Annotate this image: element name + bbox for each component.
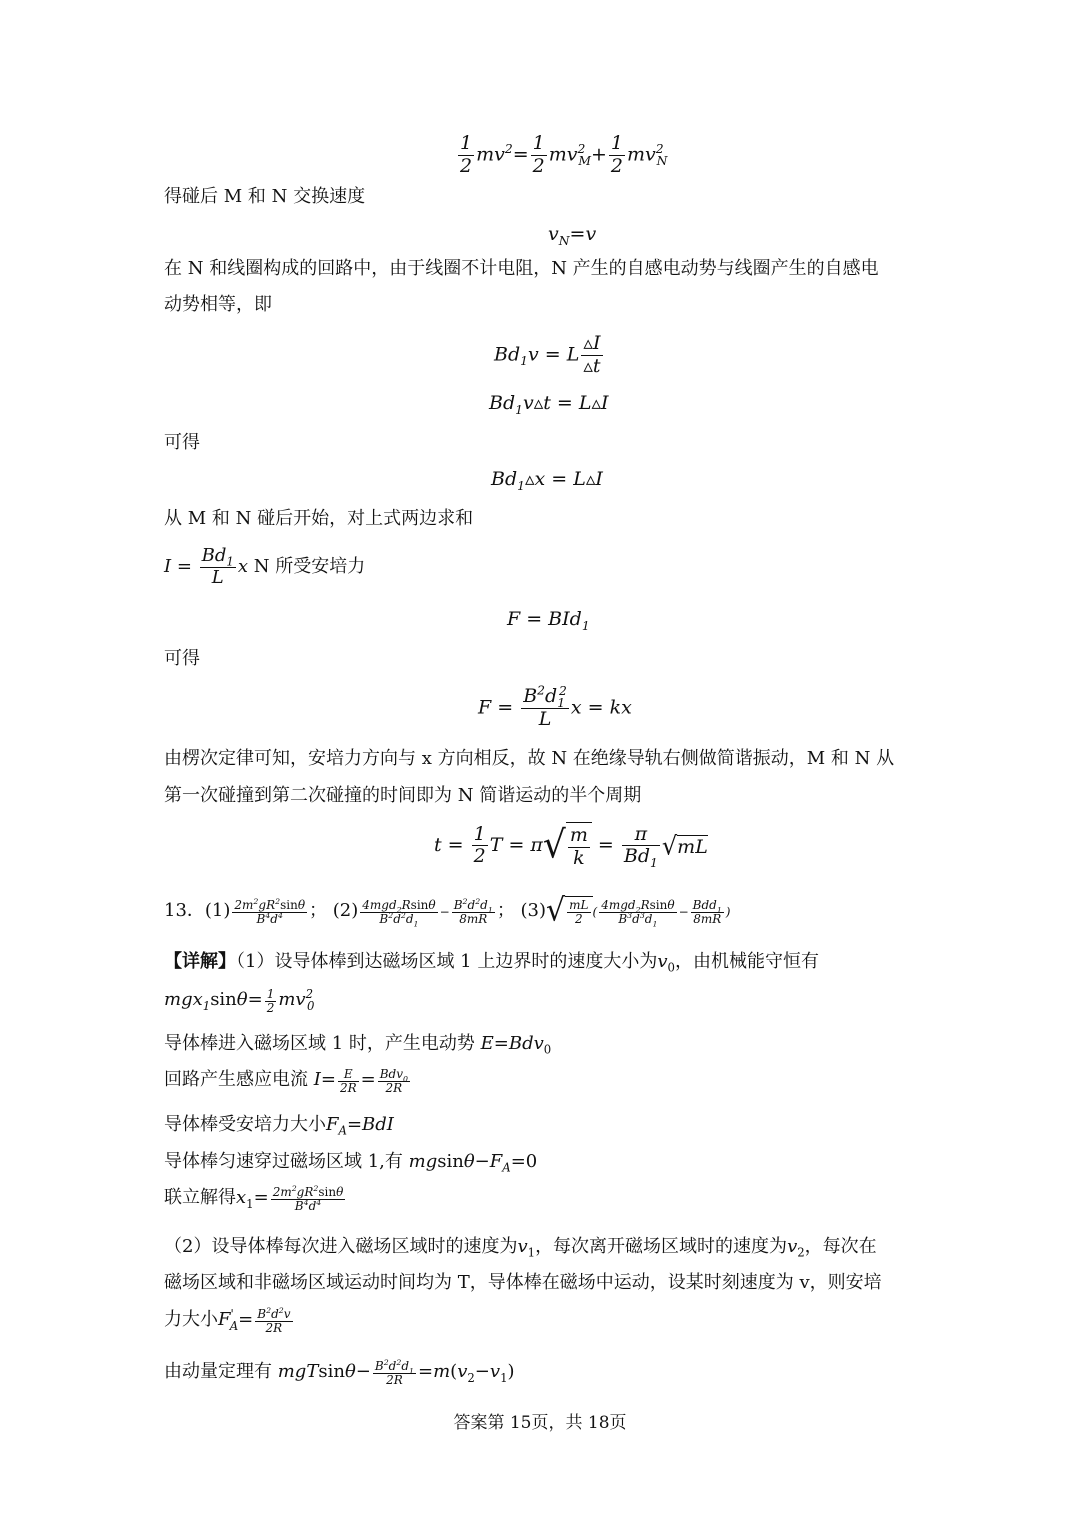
para-ampere: N 所受安培力 [253, 556, 366, 578]
para-force: 导体棒受安培力大小$F_A=BdI$ [164, 1114, 394, 1138]
para-emf-text: 导体棒进入磁场区域 1 时，产生电动势 [164, 1033, 481, 1054]
part2-c: ，每次在 [804, 1236, 877, 1257]
part2-b: ，每次离开磁场区域时的速度为 [535, 1236, 788, 1257]
eq-half-period: t = $\frac{1}{2}$ T = π√ $\frac{m}{k}$ = $\frac{\pi}{Bd_1}$ √mL [434, 822, 708, 871]
q13-label: 13． [164, 900, 205, 922]
para-uniform-text: 导体棒匀速穿过磁场区域 1,有 [164, 1151, 409, 1172]
para-part2: （2）设导体棒每次进入磁场区域时的速度为$v_1$，每次离开磁场区域时的速度为$v_2$，每次在 [164, 1236, 877, 1260]
para-force-text: 导体棒受安培力大小 [164, 1114, 326, 1135]
para-solve: 联立解得$x_1=$ $\frac{2m^2gR^2\sin\theta}{B^4d^4}$ [164, 1184, 344, 1214]
part2-a: （2）设导体棒每次进入磁场区域时的速度为 [164, 1236, 518, 1257]
para-circuit: 在 N 和线圈构成的回路中，由于线圈不计电阻，N 产生的自感电动势与线圈产生的自感电 [164, 258, 879, 279]
para-thus-1: 可得 [164, 432, 200, 453]
para-swap-velocity: 得碰后 M 和 N 交换速度 [164, 186, 366, 207]
para-momentum: 由动量定理有 mgTsinθ− $\frac{B^2d^2d_1}{2R}$ $=m(v_2-v_1)$ [164, 1358, 515, 1388]
eq-bdx-equals-li: $Bd_1▵x$ = L▵I [491, 468, 603, 493]
eq-force-bid: F = BId$_1$ [507, 608, 590, 633]
detail-tag: 【详解】 [164, 951, 236, 972]
para-current-text: 回路产生感应电流 [164, 1069, 314, 1091]
eq-self-induction-2: $Bd_1v▵t$ = L▵I [489, 392, 609, 417]
momentum-text: 由动量定理有 [164, 1361, 278, 1383]
detail-1b: ，由机械能守恒有 [674, 951, 819, 972]
detail-1: （1）设导体棒到达磁场区域 1 上边界时的速度大小为 [236, 951, 658, 972]
para-thus-2: 可得 [164, 648, 200, 669]
para-current: 回路产生感应电流 I= $\frac{E}{2R}$ = $\frac{Bdv_0}{2R}$ [164, 1067, 408, 1096]
eq-mgx1: mgx$_1$sinθ= $\frac{1}{2}$ $mv^2_0$ [164, 987, 315, 1016]
eq-vn-equals-v: $v_N=v$ [548, 223, 597, 248]
detail-part1: 【详解】（1）设导体棒到达磁场区域 1 上边界时的速度大小为$v_0$，由机械能守恒有 [164, 951, 819, 975]
para-sum: 从 M 和 N 碰后开始，对上式两边求和 [164, 508, 474, 529]
para-circuit-2: 动势相等，即 [164, 294, 272, 315]
para-part2-line2: 磁场区域和非磁场区域运动时间均为 T，导体棒在磁场中运动，设某时刻速度为 v，则安培 [164, 1272, 882, 1293]
para-uniform: 导体棒匀速穿过磁场区域 1,有 $mgsin\theta-F_A=0$ [164, 1151, 538, 1175]
eq-current-and-ampere: I = $\frac{Bd_1}{L}$ x N 所受安培力 [164, 545, 366, 588]
part2-line3-text: 力大小 [164, 1309, 218, 1331]
para-solve-text: 联立解得 [164, 1187, 236, 1209]
eq-self-induction: $Bd_1v = L$ $\frac{▵I}{▵t}$ [494, 332, 601, 377]
para-lenz: 由楞次定律可知，安培力方向与 x 方向相反，故 N 在绝缘导轨右侧做简谐振动，M 和 N 从 [164, 748, 895, 769]
para-lenz-2: 第一次碰撞到第二次碰撞的时间即为 N 简谐运动的半个周期 [164, 785, 642, 806]
para-part2-line3: 力大小$F'_A=$ $\frac{B^2d^2v}{2R}$ [164, 1306, 291, 1336]
para-emf: 导体棒进入磁场区域 1 时，产生电动势 E=Bdv$_0$ [164, 1033, 552, 1057]
eq-force-kx: F = $\frac{B^2d_1^2}{L}$ x = kx [478, 683, 632, 730]
eq-energy-conservation: $\frac{1}{2}$ $mv^2=$ $\frac{1}{2}$ $mv^2_M+$ $\frac{1}{2}$ $mv^2_N$ [460, 132, 668, 177]
page-footer: 答案第 15页，共 18页 [453, 1413, 627, 1433]
q13-answers: 13．(1) $\frac{2m^2gR^2\sin\theta}{B^4d^4}$ ； (2) $\frac{4mgd_2Rsin\theta}{B^2d^2d_1}$ − $\frac{B^2d^2d_1}{8mR}$ ； (3)√ $\frac{mL}{2}$ ( $\frac{4mgd_2Rsin\theta}{B^3d^3d_1}$ − $\frac{Bdd_1}{8mR}$ ) [164, 892, 731, 930]
